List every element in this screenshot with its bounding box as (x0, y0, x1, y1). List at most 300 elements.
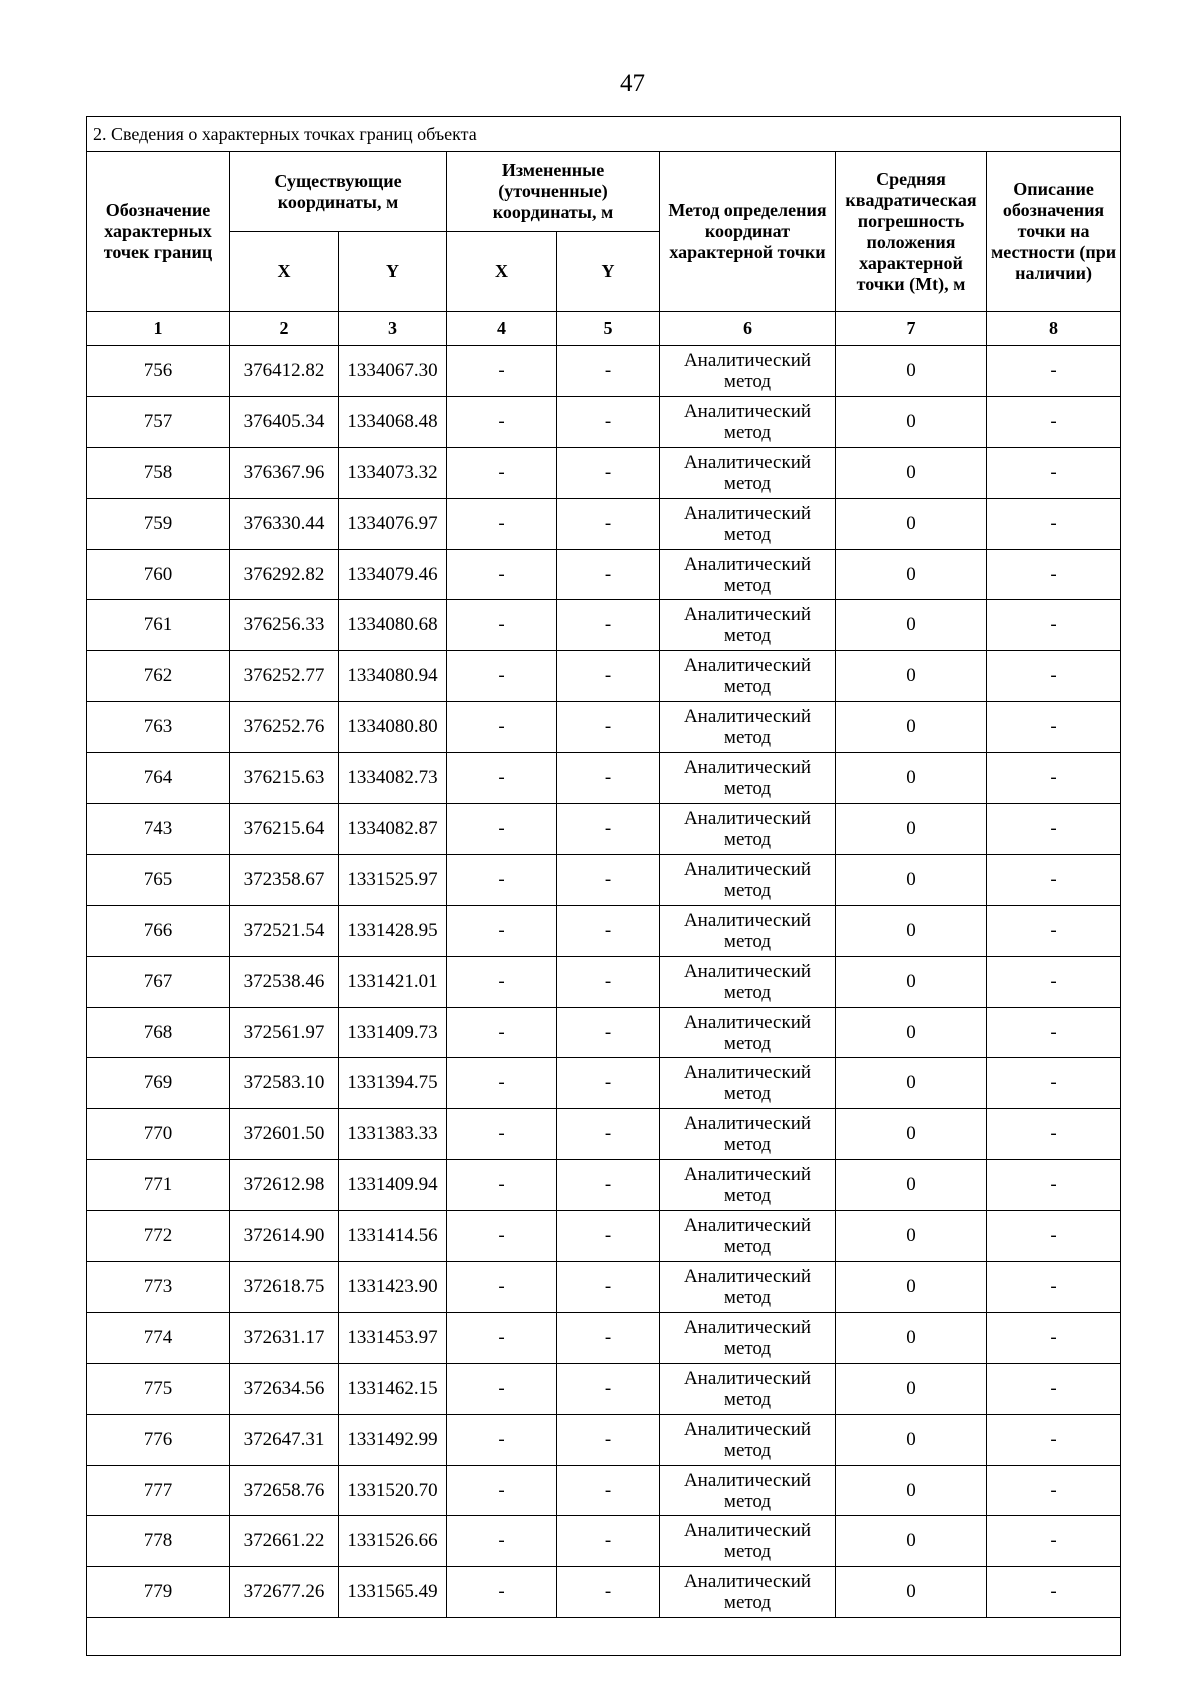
existing-y-cell: 1331423.90 (339, 1262, 447, 1313)
method-cell (660, 1363, 836, 1414)
rms-error-cell: 0 (836, 1567, 987, 1618)
changed-y-cell: - (557, 1567, 660, 1618)
point-cell: 777 (87, 1465, 230, 1516)
method-cell (660, 498, 836, 549)
rms-error-cell: 0 (836, 1312, 987, 1363)
existing-x-cell: 372618.75 (230, 1262, 339, 1313)
point-cell: 774 (87, 1312, 230, 1363)
existing-x-cell: 372601.50 (230, 1109, 339, 1160)
method-line2: метод (723, 1032, 772, 1054)
rms-error-cell: 0 (836, 1058, 987, 1109)
existing-x-cell: 372631.17 (230, 1312, 339, 1363)
rms-error-cell: 0 (836, 753, 987, 804)
description-cell: - (987, 549, 1121, 600)
existing-x-cell: 372612.98 (230, 1160, 339, 1211)
table-row (87, 549, 1121, 600)
description-cell: - (987, 498, 1121, 549)
changed-y-cell: - (557, 1414, 660, 1465)
description-cell: - (987, 1007, 1121, 1058)
method-cell (660, 447, 836, 498)
rms-error-cell: 0 (836, 956, 987, 1007)
method-line2: метод (723, 472, 772, 494)
table-row (87, 651, 1121, 702)
existing-x-cell: 372521.54 (230, 905, 339, 956)
existing-y-cell: 1331525.97 (339, 854, 447, 905)
method-cell (660, 1465, 836, 1516)
rms-error-cell: 0 (836, 702, 987, 753)
point-cell: 761 (87, 600, 230, 651)
header-changed-y: Y (557, 232, 660, 312)
changed-x-cell: - (447, 600, 557, 651)
table-row (87, 804, 1121, 855)
method-cell (660, 854, 836, 905)
method-line2: метод (723, 930, 772, 952)
header-existing-x: X (230, 232, 339, 312)
existing-y-cell: 1331409.73 (339, 1007, 447, 1058)
method-line2: метод (723, 1236, 772, 1258)
changed-x-cell: - (447, 651, 557, 702)
existing-y-cell: 1331383.33 (339, 1109, 447, 1160)
method-line1: Аналитический (683, 1215, 812, 1237)
method-line2: метод (723, 1185, 772, 1207)
description-cell: - (987, 1465, 1121, 1516)
empty-footer-row (87, 1618, 1121, 1656)
rms-error-cell: 0 (836, 1109, 987, 1160)
method-cell (660, 1160, 836, 1211)
existing-y-cell: 1334076.97 (339, 498, 447, 549)
rms-error-cell: 0 (836, 804, 987, 855)
rms-error-cell: 0 (836, 1211, 987, 1262)
table-row (87, 447, 1121, 498)
changed-x-cell: - (447, 1465, 557, 1516)
method-cell (660, 1007, 836, 1058)
column-number: 1 (87, 312, 230, 346)
changed-x-cell: - (447, 1262, 557, 1313)
method-line1: Аналитический (683, 604, 812, 626)
header-changed-x: X (447, 232, 557, 312)
description-cell: - (987, 1211, 1121, 1262)
column-number: 8 (987, 312, 1121, 346)
rms-error-cell: 0 (836, 1262, 987, 1313)
changed-x-cell: - (447, 1312, 557, 1363)
header-rms-error: Средняя квадратическая погрешность положения характерной точки (Mt), м (836, 152, 987, 312)
existing-x-cell: 376252.76 (230, 702, 339, 753)
existing-x-cell: 376256.33 (230, 600, 339, 651)
method-line1: Аналитический (683, 807, 812, 829)
description-cell: - (987, 1160, 1121, 1211)
method-cell (660, 753, 836, 804)
method-line2: метод (723, 778, 772, 800)
changed-x-cell: - (447, 1414, 557, 1465)
existing-y-cell: 1334080.94 (339, 651, 447, 702)
method-cell (660, 1312, 836, 1363)
method-cell (660, 1211, 836, 1262)
changed-y-cell: - (557, 1211, 660, 1262)
method-cell (660, 956, 836, 1007)
point-cell: 756 (87, 346, 230, 397)
page-number: 47 (620, 70, 645, 97)
column-number: 7 (836, 312, 987, 346)
changed-x-cell: - (447, 498, 557, 549)
changed-y-cell: - (557, 1109, 660, 1160)
rms-error-cell: 0 (836, 549, 987, 600)
existing-y-cell: 1331492.99 (339, 1414, 447, 1465)
description-cell: - (987, 1516, 1121, 1567)
existing-y-cell: 1331428.95 (339, 905, 447, 956)
table-row (87, 1516, 1121, 1567)
existing-y-cell: 1334068.48 (339, 396, 447, 447)
existing-x-cell: 376367.96 (230, 447, 339, 498)
existing-y-cell: 1331409.94 (339, 1160, 447, 1211)
table-row (87, 1262, 1121, 1313)
rms-error-cell: 0 (836, 396, 987, 447)
point-cell: 743 (87, 804, 230, 855)
changed-x-cell: - (447, 1516, 557, 1567)
changed-x-cell: - (447, 447, 557, 498)
method-line1: Аналитический (683, 1164, 812, 1186)
method-line1: Аналитический (683, 1011, 812, 1033)
changed-y-cell: - (557, 1058, 660, 1109)
description-cell: - (987, 1312, 1121, 1363)
column-number: 3 (339, 312, 447, 346)
point-cell: 776 (87, 1414, 230, 1465)
table-row (87, 600, 1121, 651)
method-line2: метод (723, 1388, 772, 1410)
existing-x-cell: 376405.34 (230, 396, 339, 447)
existing-x-cell: 372661.22 (230, 1516, 339, 1567)
point-cell: 772 (87, 1211, 230, 1262)
description-cell: - (987, 396, 1121, 447)
method-line1: Аналитический (683, 1367, 812, 1389)
existing-y-cell: 1334080.80 (339, 702, 447, 753)
method-cell (660, 651, 836, 702)
existing-x-cell: 372583.10 (230, 1058, 339, 1109)
changed-x-cell: - (447, 346, 557, 397)
method-line1: Аналитический (683, 1062, 812, 1084)
section-title: 2. Сведения о характерных точках границ объекта (87, 117, 1121, 152)
method-line1: Аналитический (683, 706, 812, 728)
table-row (87, 1567, 1121, 1618)
rms-error-cell: 0 (836, 651, 987, 702)
existing-x-cell: 372358.67 (230, 854, 339, 905)
empty-footer-cell (87, 1618, 1121, 1656)
rms-error-cell: 0 (836, 1160, 987, 1211)
method-line2: метод (723, 421, 772, 443)
method-cell (660, 905, 836, 956)
changed-y-cell: - (557, 1262, 660, 1313)
description-cell: - (987, 1109, 1121, 1160)
method-cell (660, 1414, 836, 1465)
point-cell: 768 (87, 1007, 230, 1058)
header-changed-coords: Измененные (уточненные) координаты, м (447, 152, 660, 232)
point-cell: 779 (87, 1567, 230, 1618)
header-existing-y: Y (339, 232, 447, 312)
method-line1: Аналитический (683, 1113, 812, 1135)
rms-error-cell: 0 (836, 346, 987, 397)
changed-x-cell: - (447, 804, 557, 855)
column-number: 6 (660, 312, 836, 346)
method-line2: метод (723, 828, 772, 850)
method-line1: Аналитический (683, 1418, 812, 1440)
header-existing-coords: Существующие координаты, м (230, 152, 447, 232)
changed-x-cell: - (447, 1211, 557, 1262)
rms-error-cell: 0 (836, 498, 987, 549)
changed-y-cell: - (557, 600, 660, 651)
method-line2: метод (723, 676, 772, 698)
existing-x-cell: 372658.76 (230, 1465, 339, 1516)
rms-error-cell: 0 (836, 447, 987, 498)
point-cell: 765 (87, 854, 230, 905)
rms-error-cell: 0 (836, 1465, 987, 1516)
method-line2: метод (723, 1286, 772, 1308)
method-line2: метод (723, 523, 772, 545)
method-line2: метод (723, 1439, 772, 1461)
changed-y-cell: - (557, 702, 660, 753)
description-cell: - (987, 651, 1121, 702)
method-line2: метод (723, 1083, 772, 1105)
description-cell: - (987, 1058, 1121, 1109)
description-cell: - (987, 905, 1121, 956)
changed-x-cell: - (447, 1160, 557, 1211)
rms-error-cell: 0 (836, 905, 987, 956)
method-line2: метод (723, 625, 772, 647)
header-description: Описание обозначения точки на местности (при наличии) (987, 152, 1121, 312)
changed-y-cell: - (557, 1312, 660, 1363)
table-row (87, 1058, 1121, 1109)
method-cell (660, 600, 836, 651)
method-line1: Аналитический (683, 757, 812, 779)
point-cell: 766 (87, 905, 230, 956)
existing-y-cell: 1331462.15 (339, 1363, 447, 1414)
point-cell: 770 (87, 1109, 230, 1160)
rms-error-cell: 0 (836, 1516, 987, 1567)
method-line2: метод (723, 1337, 772, 1359)
changed-y-cell: - (557, 396, 660, 447)
column-number: 5 (557, 312, 660, 346)
method-line1: Аналитический (683, 451, 812, 473)
method-line1: Аналитический (683, 349, 812, 371)
method-cell (660, 1109, 836, 1160)
method-line1: Аналитический (683, 1571, 812, 1593)
table-row (87, 1312, 1121, 1363)
existing-y-cell: 1331414.56 (339, 1211, 447, 1262)
method-cell (660, 1516, 836, 1567)
table-row (87, 854, 1121, 905)
existing-y-cell: 1331394.75 (339, 1058, 447, 1109)
existing-x-cell: 372614.90 (230, 1211, 339, 1262)
description-cell: - (987, 1262, 1121, 1313)
method-cell (660, 549, 836, 600)
changed-x-cell: - (447, 1058, 557, 1109)
existing-x-cell: 372677.26 (230, 1567, 339, 1618)
changed-y-cell: - (557, 447, 660, 498)
table-row (87, 1211, 1121, 1262)
changed-y-cell: - (557, 753, 660, 804)
existing-y-cell: 1334073.32 (339, 447, 447, 498)
point-cell: 763 (87, 702, 230, 753)
table-row (87, 1465, 1121, 1516)
method-line1: Аналитический (683, 655, 812, 677)
point-cell: 769 (87, 1058, 230, 1109)
changed-x-cell: - (447, 956, 557, 1007)
changed-y-cell: - (557, 346, 660, 397)
rms-error-cell: 0 (836, 1363, 987, 1414)
method-cell (660, 1567, 836, 1618)
description-cell: - (987, 1363, 1121, 1414)
changed-y-cell: - (557, 549, 660, 600)
method-cell (660, 346, 836, 397)
existing-x-cell: 372561.97 (230, 1007, 339, 1058)
rms-error-cell: 0 (836, 1414, 987, 1465)
method-line1: Аналитический (683, 1316, 812, 1338)
existing-y-cell: 1331520.70 (339, 1465, 447, 1516)
changed-x-cell: - (447, 905, 557, 956)
existing-y-cell: 1334067.30 (339, 346, 447, 397)
column-number-row (87, 312, 1121, 346)
changed-x-cell: - (447, 396, 557, 447)
existing-x-cell: 376292.82 (230, 549, 339, 600)
changed-y-cell: - (557, 1007, 660, 1058)
changed-y-cell: - (557, 1516, 660, 1567)
changed-x-cell: - (447, 702, 557, 753)
existing-y-cell: 1331453.97 (339, 1312, 447, 1363)
existing-y-cell: 1334079.46 (339, 549, 447, 600)
point-cell: 771 (87, 1160, 230, 1211)
description-cell: - (987, 956, 1121, 1007)
table-row (87, 1109, 1121, 1160)
method-line2: метод (723, 1592, 772, 1614)
existing-x-cell: 376215.63 (230, 753, 339, 804)
point-cell: 775 (87, 1363, 230, 1414)
rms-error-cell: 0 (836, 854, 987, 905)
header-method: Метод определения координат характерной точки (660, 152, 836, 312)
method-line2: метод (723, 879, 772, 901)
point-cell: 762 (87, 651, 230, 702)
method-cell (660, 804, 836, 855)
point-cell: 778 (87, 1516, 230, 1567)
table-row (87, 956, 1121, 1007)
method-cell (660, 1262, 836, 1313)
method-line2: метод (723, 574, 772, 596)
description-cell: - (987, 753, 1121, 804)
changed-y-cell: - (557, 1363, 660, 1414)
changed-y-cell: - (557, 905, 660, 956)
changed-x-cell: - (447, 1007, 557, 1058)
changed-x-cell: - (447, 1109, 557, 1160)
changed-y-cell: - (557, 956, 660, 1007)
table-row (87, 396, 1121, 447)
point-cell: 757 (87, 396, 230, 447)
rms-error-cell: 0 (836, 1007, 987, 1058)
method-line2: метод (723, 370, 772, 392)
changed-y-cell: - (557, 1465, 660, 1516)
method-line1: Аналитический (683, 960, 812, 982)
boundary-points-table (86, 116, 1121, 1656)
method-line1: Аналитический (683, 502, 812, 524)
method-line2: метод (723, 727, 772, 749)
description-cell: - (987, 854, 1121, 905)
existing-x-cell: 376215.64 (230, 804, 339, 855)
method-line2: метод (723, 1541, 772, 1563)
changed-y-cell: - (557, 804, 660, 855)
table-row (87, 753, 1121, 804)
existing-y-cell: 1334082.87 (339, 804, 447, 855)
changed-x-cell: - (447, 1567, 557, 1618)
table-row (87, 905, 1121, 956)
method-line2: метод (723, 981, 772, 1003)
table-row (87, 498, 1121, 549)
existing-y-cell: 1334082.73 (339, 753, 447, 804)
method-line1: Аналитический (683, 909, 812, 931)
table-body (87, 346, 1121, 1618)
existing-x-cell: 372634.56 (230, 1363, 339, 1414)
point-cell: 773 (87, 1262, 230, 1313)
table-row (87, 1160, 1121, 1211)
method-line1: Аналитический (683, 858, 812, 880)
method-line2: метод (723, 1134, 772, 1156)
description-cell: - (987, 600, 1121, 651)
existing-x-cell: 376252.77 (230, 651, 339, 702)
existing-x-cell: 376330.44 (230, 498, 339, 549)
header-point-designation: Обозначение характерных точек границ (87, 152, 230, 312)
method-line1: Аналитический (683, 400, 812, 422)
existing-x-cell: 376412.82 (230, 346, 339, 397)
method-cell (660, 702, 836, 753)
existing-y-cell: 1331565.49 (339, 1567, 447, 1618)
method-cell (660, 396, 836, 447)
table-row (87, 1414, 1121, 1465)
method-line1: Аналитический (683, 1469, 812, 1491)
existing-y-cell: 1331421.01 (339, 956, 447, 1007)
changed-y-cell: - (557, 651, 660, 702)
method-cell (660, 1058, 836, 1109)
changed-x-cell: - (447, 854, 557, 905)
table-row (87, 1007, 1121, 1058)
existing-y-cell: 1331526.66 (339, 1516, 447, 1567)
point-cell: 760 (87, 549, 230, 600)
existing-x-cell: 372647.31 (230, 1414, 339, 1465)
method-line1: Аналитический (683, 1265, 812, 1287)
method-line2: метод (723, 1490, 772, 1512)
method-line1: Аналитический (683, 553, 812, 575)
changed-y-cell: - (557, 498, 660, 549)
description-cell: - (987, 346, 1121, 397)
method-line1: Аналитический (683, 1520, 812, 1542)
description-cell: - (987, 1414, 1121, 1465)
point-cell: 759 (87, 498, 230, 549)
table-row (87, 702, 1121, 753)
rms-error-cell: 0 (836, 600, 987, 651)
table-row (87, 1363, 1121, 1414)
existing-y-cell: 1334080.68 (339, 600, 447, 651)
changed-y-cell: - (557, 854, 660, 905)
column-number: 4 (447, 312, 557, 346)
changed-x-cell: - (447, 549, 557, 600)
column-number: 2 (230, 312, 339, 346)
changed-y-cell: - (557, 1160, 660, 1211)
existing-x-cell: 372538.46 (230, 956, 339, 1007)
point-cell: 764 (87, 753, 230, 804)
description-cell: - (987, 447, 1121, 498)
description-cell: - (987, 1567, 1121, 1618)
point-cell: 758 (87, 447, 230, 498)
description-cell: - (987, 804, 1121, 855)
changed-x-cell: - (447, 1363, 557, 1414)
changed-x-cell: - (447, 753, 557, 804)
point-cell: 767 (87, 956, 230, 1007)
description-cell: - (987, 702, 1121, 753)
table-row (87, 346, 1121, 397)
